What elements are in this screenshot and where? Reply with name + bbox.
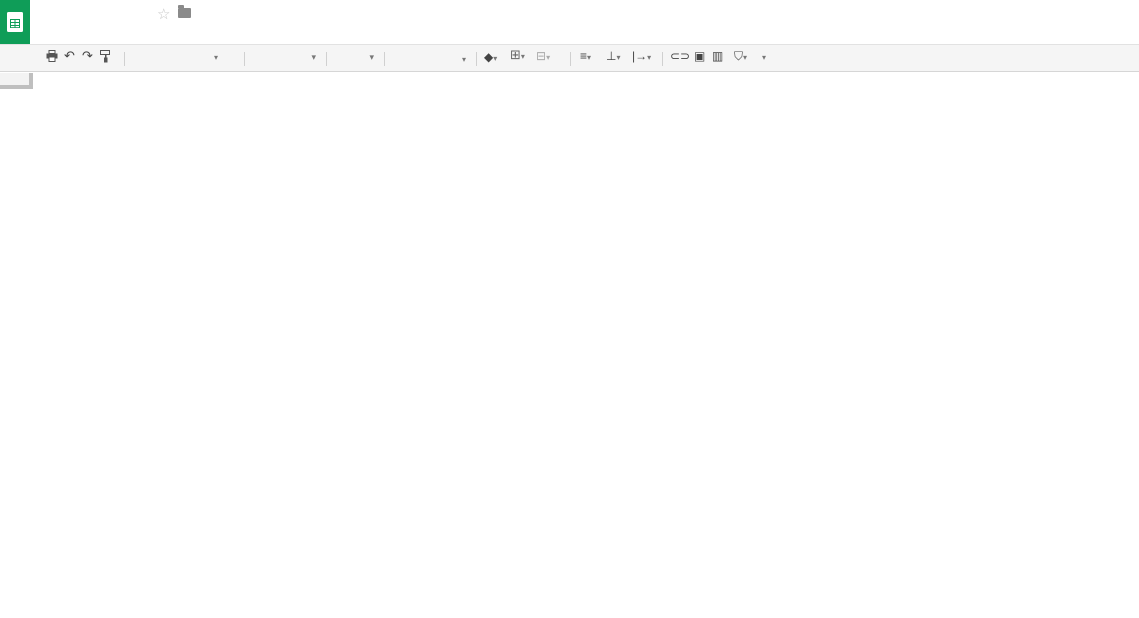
paint-format-icon[interactable] (100, 50, 111, 67)
chevron-down-icon: ▾ (546, 53, 551, 62)
toolbar-separator (476, 52, 477, 66)
star-icon[interactable]: ☆ (157, 6, 171, 23)
toolbar-separator (384, 52, 385, 66)
chevron-down-icon: ▾ (214, 53, 219, 62)
chevron-down-icon[interactable]: ▾ (462, 55, 467, 64)
filter-icon[interactable]: ⛉▾ (734, 49, 748, 63)
sheets-logo-icon[interactable] (0, 0, 30, 44)
chevron-down-icon: ▾ (762, 53, 767, 62)
chevron-down-icon: ▾ (647, 53, 652, 62)
chevron-down-icon: ▾ (587, 53, 592, 62)
horizontal-align-icon[interactable]: ≡▾ (580, 49, 592, 63)
borders-icon[interactable]: ⊞▾ (510, 47, 525, 62)
chevron-down-icon: ▾ (311, 52, 316, 62)
select-all-corner[interactable] (0, 73, 33, 89)
toolbar-separator (662, 52, 663, 66)
chevron-down-icon: ▾ (369, 52, 374, 62)
insert-comment-icon[interactable]: ▣ (694, 49, 706, 63)
chevron-down-icon: ▾ (743, 53, 748, 62)
toolbar-separator (244, 52, 245, 66)
chevron-down-icon: ▾ (520, 52, 525, 61)
merge-cells-icon[interactable]: ⊟▾ (536, 49, 551, 63)
toolbar-separator (570, 52, 571, 66)
redo-icon[interactable]: ↷ (82, 48, 93, 63)
spreadsheet-grid (0, 73, 1139, 618)
font-size-select[interactable] (334, 49, 378, 68)
chevron-down-icon: ▾ (616, 53, 621, 62)
undo-icon[interactable]: ↶ (64, 48, 75, 63)
title-bar (0, 0, 1139, 44)
vertical-align-icon[interactable]: ⊥▾ (606, 49, 621, 63)
folder-icon[interactable] (178, 8, 191, 18)
insert-chart-icon[interactable]: ▥ (712, 49, 724, 63)
chevron-down-icon: ▾ (493, 54, 498, 63)
text-wrap-icon[interactable]: |→▾ (632, 49, 652, 63)
toolbar (0, 44, 1139, 72)
functions-button[interactable] (762, 49, 766, 65)
print-icon[interactable] (46, 50, 58, 66)
toolbar-separator (124, 52, 125, 66)
font-family-select[interactable] (250, 49, 320, 68)
insert-link-icon[interactable]: ⊂⊃ (670, 49, 691, 63)
more-formats-button[interactable] (214, 51, 218, 65)
toolbar-separator (326, 52, 327, 66)
fill-color-icon[interactable]: ◆▾ (484, 50, 498, 64)
